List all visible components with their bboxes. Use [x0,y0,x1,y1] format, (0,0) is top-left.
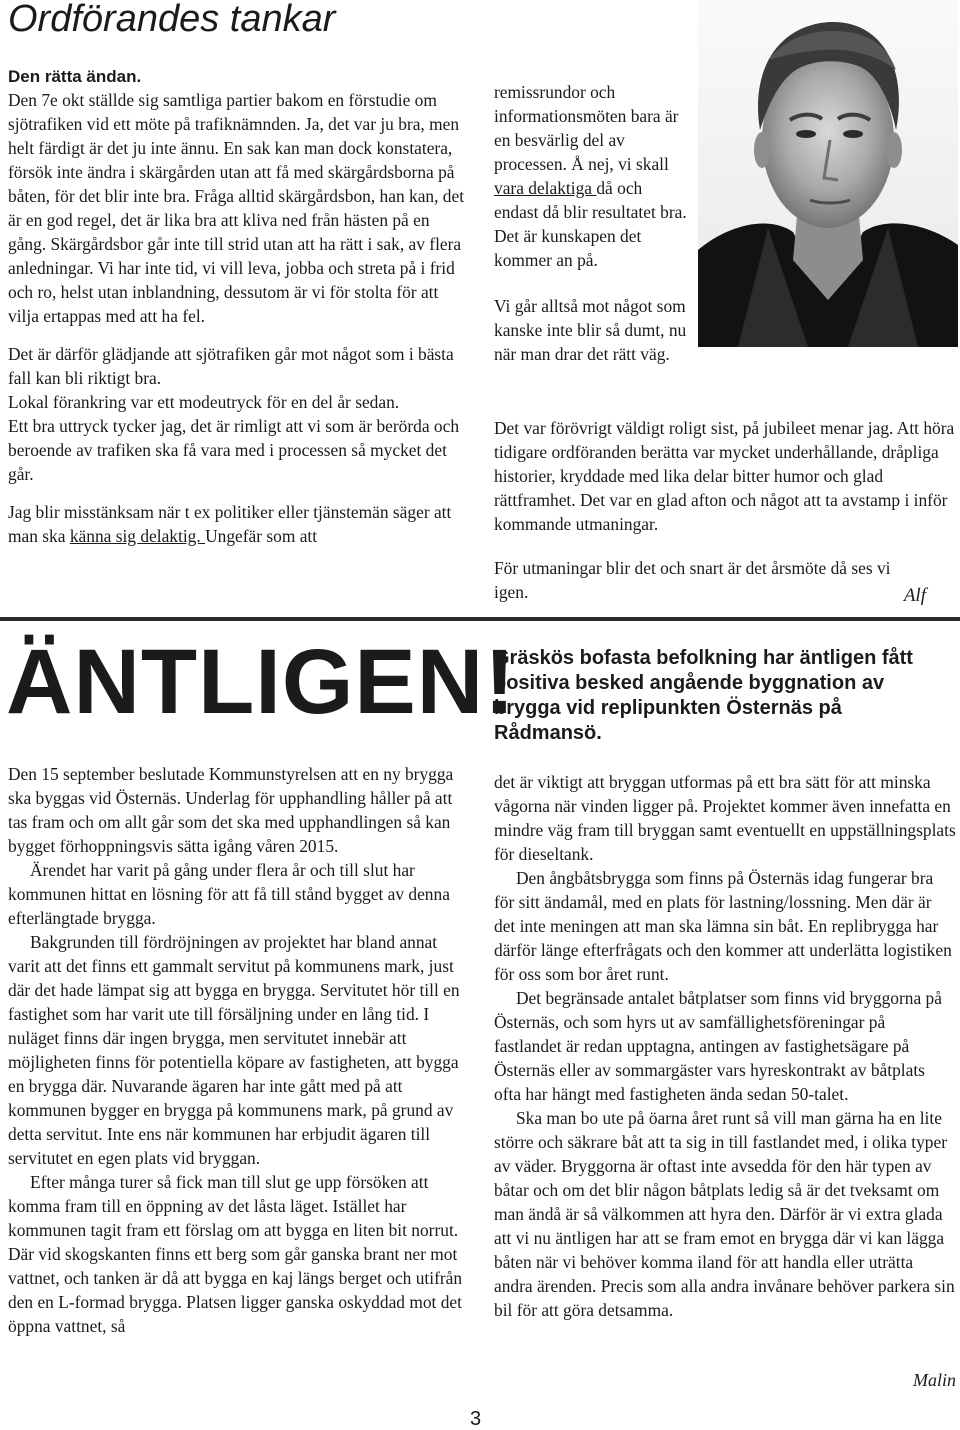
underlined-phrase: vara delaktiga [494,178,597,198]
editorial-paragraph: Det var förövrigt väldigt roligt sist, på jubileet menar jag. Att höra tidigare ordföranden berätta var mycket underhållande, dråpliga historier, kryddade med lika delar bitter humor och glad rättframhet. Det var en glad afton och något att ta avstamp i inför kommande utmaningar. [494,418,955,534]
article-left-column [8,762,472,1338]
text-run: Ungefär som att [205,526,318,546]
section-divider [0,617,960,621]
author-portrait-photo [698,0,958,347]
article-paragraph: Det begränsade antalet båtplatser som finns vid bryggorna på Östernäs, och som hyrs ut av samfällighetsföreningar på fastlandet är redan upptagna, antingen av fastighetsägare på Östernäs eller av sommargäster vars hyreskontrakt av båtplats ofta har hängt med fastigheten ända sedan 50-talet. [494,988,942,1104]
article-paragraph: det är viktigt att bryggan utformas på ett bra sätt för att minska vågorna när vinden ligger på. Projektet kommer även innefatta en mindre väg fram till bryggan samt eventuellt en uppställningsplats för dieseltank. [494,772,956,864]
article-subheading: Gräskös bofasta befolkning har äntligen fått positiva besked angående byggnation av brygga vid replipunkten Östernäs på Rådmansö. [494,647,913,744]
article-signature: Malin [913,1370,956,1390]
editorial-paragraph: Det är därför glädjande att sjötrafiken går mot något som i bästa fall kan bli riktigt bra. [8,344,454,388]
editorial-paragraph: Den 7e okt ställde sig samtliga partier bakom en förstudie om sjötrafiken vid ett möte på trafiknämnden. Ja, det var ju bra, men helt färdigt är det ju inte ännu. En sak kan man dock konstatera, försök inte ändra i skärgården utan att få med skärgårdsborna på båten, för det blir inte bra. Fråga alltid skärgårdsbon, han kan, det är en god regel, det är lika bra att kliva ned från hästen på en gång. Skärgårdsbor går inte till strid utan att ha rätt i sak, av flera anledningar. Vi har inte tid, vi vill leva, jobba och streta på i frid och ro, helst utan inblandning, dessutom är vi för stolta för att vilja ertappas med att ha fel. [8,90,465,326]
page-number: 3 [470,1408,482,1430]
text-run: Jag blir misstänksam när t ex politiker eller tjänstemän säger att man ska [8,502,452,546]
editorial-paragraph [8,500,472,548]
editorial-signature: Alf [903,585,926,606]
editorial-left-column [8,66,472,548]
editorial-paragraph: Ett bra uttryck tycker jag, det är rimligt att vi som är berörda och beroende av trafiken ska få vara med i processen så mycket det går. [8,416,460,484]
article-paragraph: Ska man bo ute på öarna året runt så vill man gärna ha en lite större och säkrare båt att ta sig in till fastlandet med, i olika typer av väder. Bryggorna är oftast inte avsedda för den här typen av båtar och om det blir någon båtplats ledig så är det tveksamt om man ändå är så välkommen att hyra den. Därför är vi extra glada att vi nu äntligen har att se fram emot en brygga där vi kan lägga båten när vi behöver komma iland för att handla eller uträtta andra ärenden. Precis som alla andra invånare behöver parkera sin bil för att göra detsamma. [494,1108,955,1320]
article-paragraph: Den 15 september beslutade Kommunstyrelsen att en ny brygga ska byggas vid Östernäs. Underlag för upphandling håller på att tas fram och om allt går som det ska med upphandlingen så kan bygget förhoppningsvis sätta igång våren 2015. [8,764,454,856]
editorial-paragraph: För utmaningar blir det och snart är det årsmöte då ses vi igen. [494,558,891,602]
editorial-paragraph [494,80,690,272]
underlined-phrase: känna sig delaktig. [69,526,206,546]
editorial-right-column-top [494,80,690,366]
editorial-right-column-bottom [494,416,956,604]
editorial-paragraph: Lokal förankring var ett modeutryck för en del år sedan. [8,392,400,412]
text-run: remissrundor och informationsmöten bara är en besvärlig del av processen. Å nej, vi skall [494,82,679,174]
page-title: Ordförandes tankar [8,0,336,40]
article-paragraph: Ärendet har varit på gång under flera år och till slut har kommunen hittat en lösning för att få till stånd bygget av denna efterlängtade brygga. [8,860,450,928]
article-paragraph: Efter många turer så fick man till slut ge upp försöken att komma fram till en öppning av det låsta läget. Istället har kommunen tagit fram ett förslag om att bygga en liten bit norrut. Där vid skogskanten finns ett berg som går ganska brant ner mot vattnet, och tanken är då att bygga en kaj längs berget och utifrån den en L-formad brygga. Platsen ligger ganska oskyddad mot det öppna vattnet, så [8,1172,463,1336]
editorial-paragraph: Vi går alltså mot något som kanske inte blir så dumt, nu när man drar det rätt väg. [494,296,687,364]
article-headline: ÄNTLIGEN! [6,631,516,733]
editorial-heading: Den rätta ändan. [8,67,142,86]
text-run: då och endast då blir resultatet bra. Det är kunskapen det kommer an på. [494,178,687,270]
article-paragraph: Bakgrunden till fördröjningen av projektet har bland annat varit att det finns ett gammalt servitut på kommunens mark, just där det hade lämpat sig att bygga en brygga. Servitutet hör till en fastighet som har varit ute till försäljning under en lång tid. I nuläget finns där ingen brygga, men servitutet innebär att möjligheten finns för potentiella köpare av fastigheten, att bygga en brygga där. Nuvarande ägaren har inte gått med på att kommunen bygger en brygga på kommunens mark, på grund av detta servitut. Inte ens när kommunen har erbjudit ägaren till servitutet en egen plats vid bryggan. [8,932,460,1168]
article-paragraph: Den ångbåtsbrygga som finns på Östernäs idag fungerar bra för sitt ändamål, med en plats för lastning/lossning. Men där är det inte meningen att man ska lämna sin båt. En replibrygga har därför länge efterfrågats och den kommer att underlätta logistiken för oss som bor året runt. [494,868,952,984]
article-right-column [494,770,956,1322]
